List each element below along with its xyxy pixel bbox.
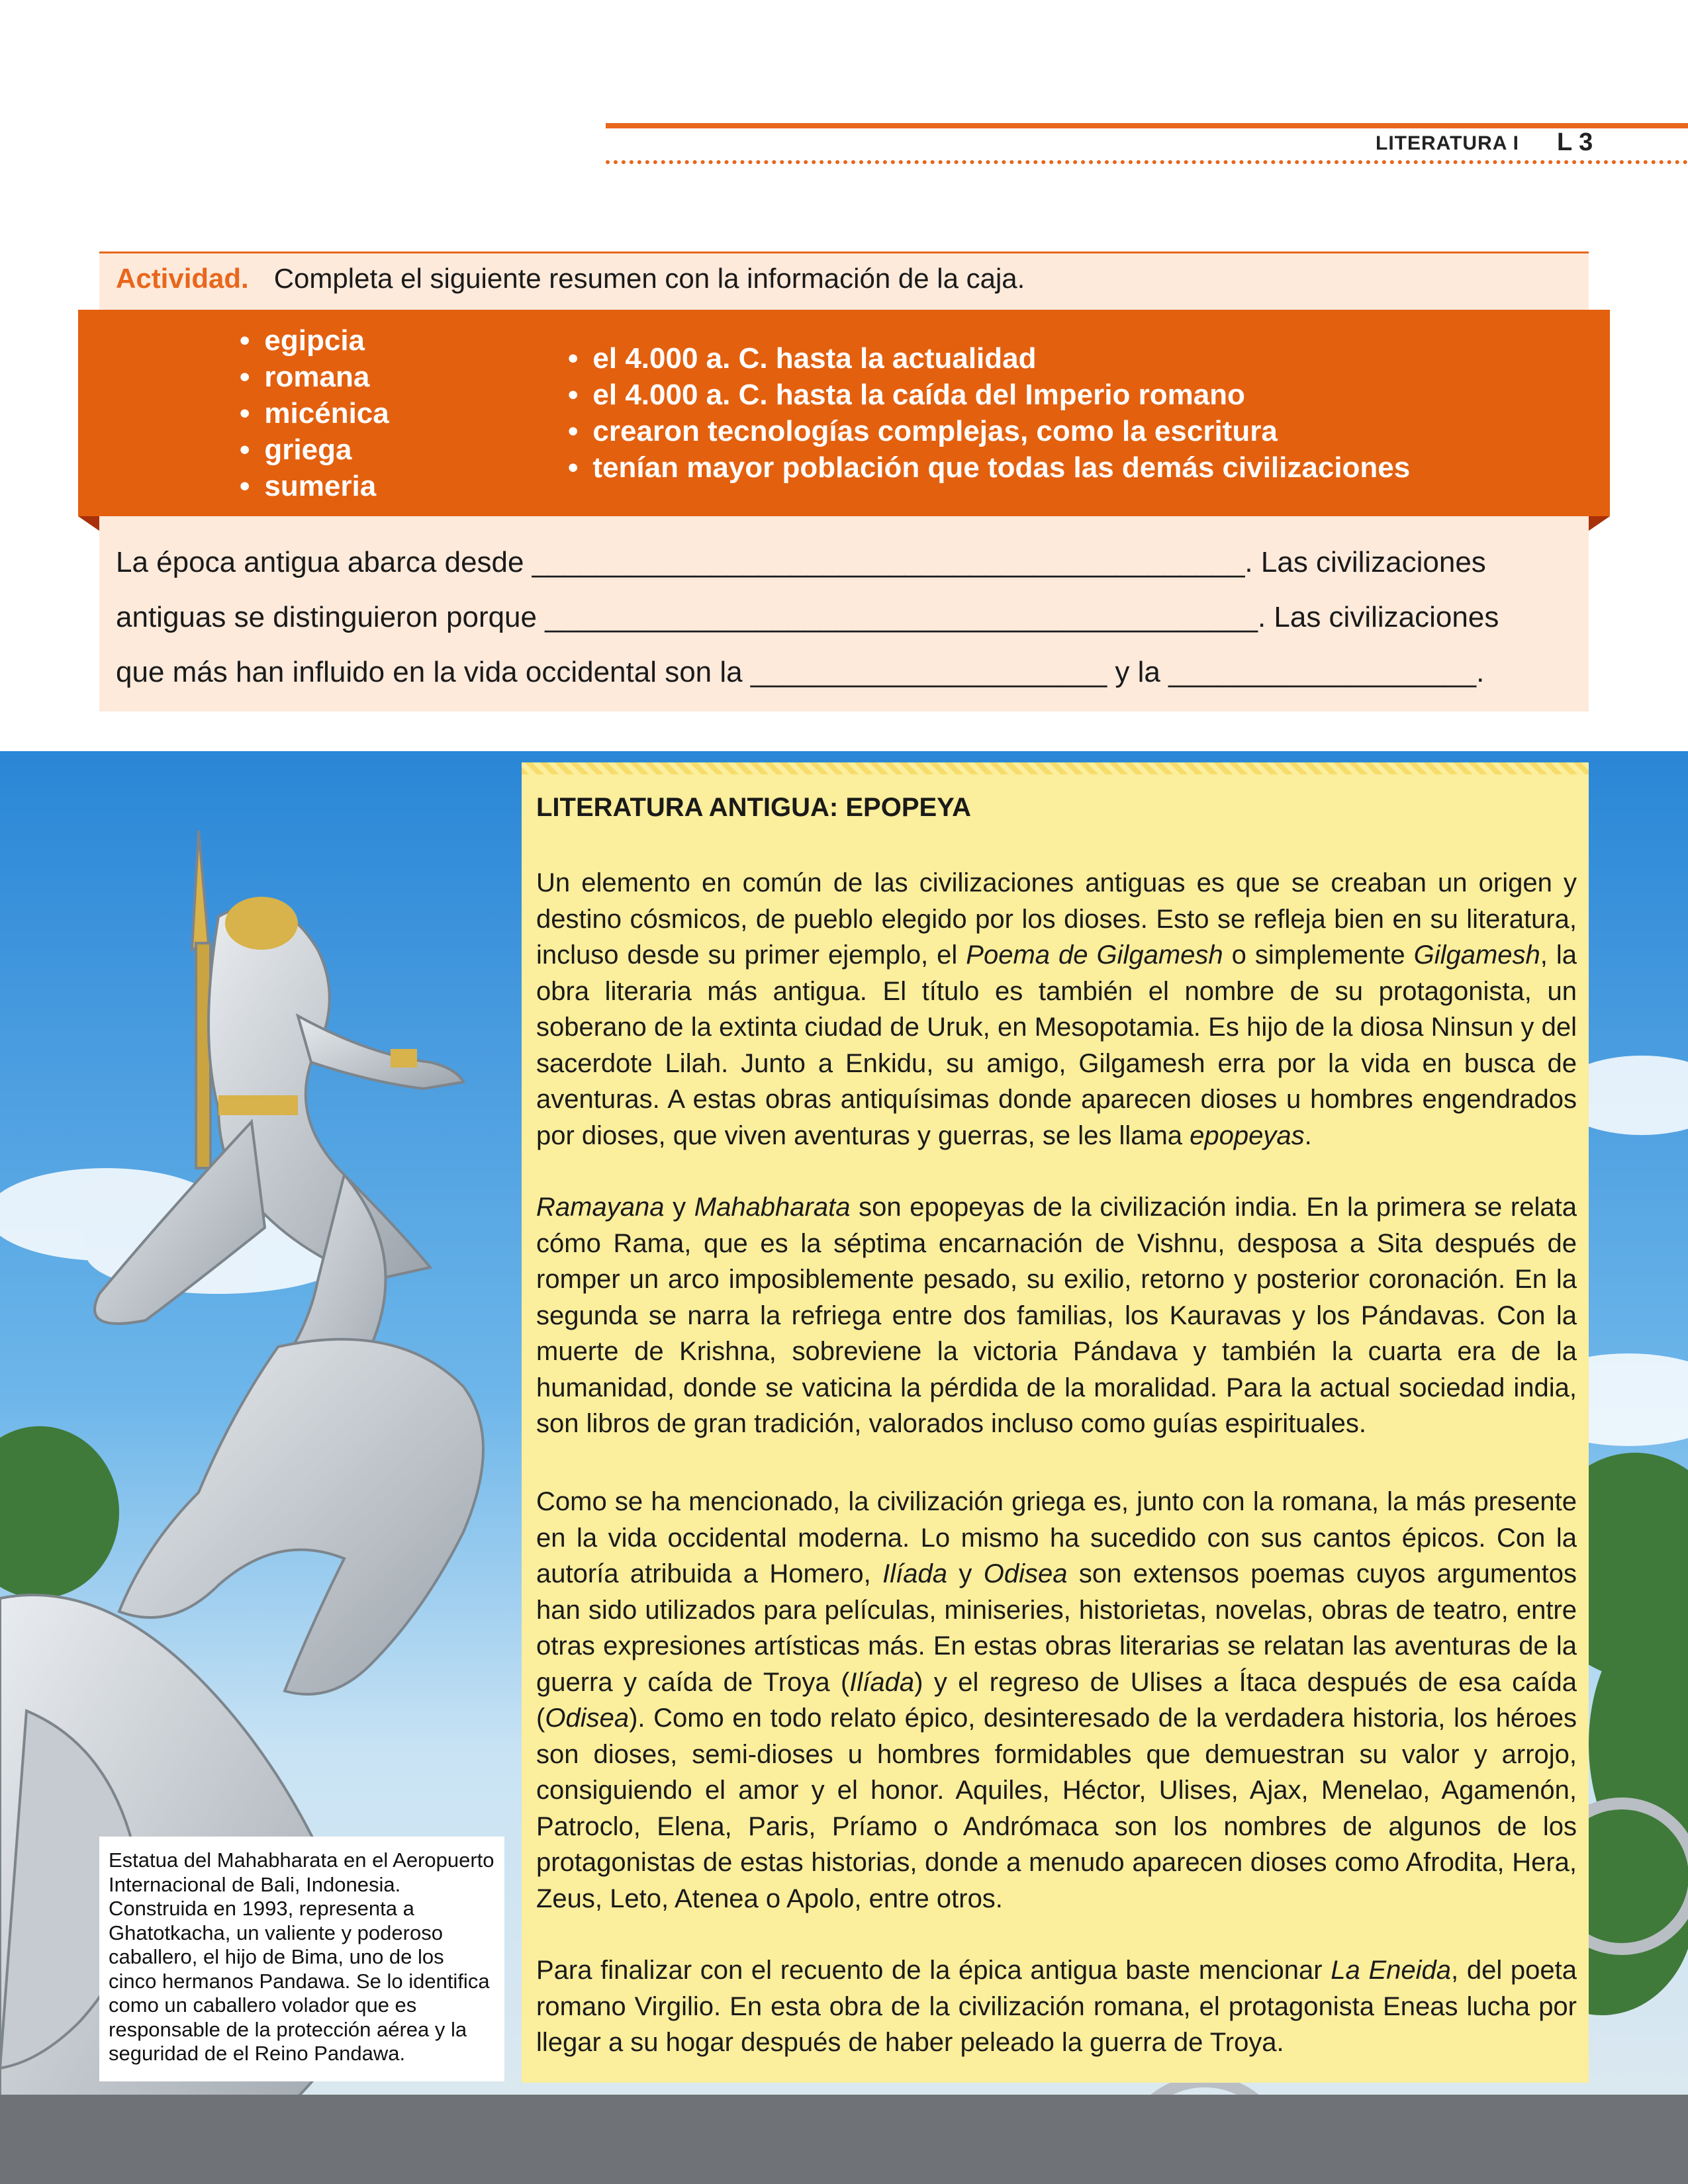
activity-heading — [116, 263, 1025, 295]
activity-instruction: Completa el siguiente resumen con la información de la caja. — [273, 263, 1025, 294]
option-item: • griega — [240, 432, 389, 468]
panel-hatched-border — [522, 762, 1589, 774]
page-number: L 3 — [1557, 128, 1593, 156]
band-fold-right — [1589, 516, 1610, 531]
civilization-options — [240, 322, 389, 504]
ground-stone — [0, 2095, 1688, 2184]
option-item: • tenían mayor población que todas las demás civilizaciones — [568, 449, 1410, 486]
fill-in-line[interactable]: La época antigua abarca desde ____________________________________________. Las civilizaciones — [116, 546, 1486, 578]
option-item: • romana — [240, 359, 389, 395]
option-item: • el 4.000 a. C. hasta la caída del Imperio romano — [568, 377, 1410, 413]
option-item: • egipcia — [240, 322, 389, 359]
paragraph-india: Ramayana y Mahabharata son epopeyas de la civilización india. En la primera se relata cómo Rama, que es la séptima encarnación de Vishnu, desposa a Sita después de romper un arco imposiblemente pesado, su exilio, retorno y posterior coronación. En la segunda se narra la refriega entre dos familias, los Kauravas y los Pándavas. Con la muerte de Krishna, sobreviene la victoria Pándava y también la cuarta era de la humanidad, donde se vaticina la pérdida de la moralidad. Para la actual sociedad india, son libros de gran tradición, valorados incluso como guías espirituales. — [536, 1193, 1577, 1438]
option-item: • crearon tecnologías complejas, como la escritura — [568, 413, 1410, 449]
caption-text: Estatua del Mahabharata en el Aeropuerto Internacional de Bali, Indonesia. Construida en 1993, representa a Ghatotkacha, un valiente y poderoso caballero, el hijo de Bima, uno de los cinco hermanos Pandawa. Se lo identifica como un caballero volador que es responsable de la protección aérea y la seguridad de el Reino Pandawa. — [109, 1848, 494, 2065]
activity-top-rule — [99, 251, 1589, 253]
band-fold-left — [78, 516, 99, 531]
paragraph-greece: Como se ha mencionado, la civilización griega es, junto con la romana, la más presente en la vida occidental moderna. Lo mismo ha sucedido con sus cantos épicos. Con la autoría atribuida a Homero, Ilíada y Odisea son extensos poemas cuyos argumentos han sido utilizados para películas, miniseries, historietas, novelas, obras de teatro, entre otras expresiones artísticas más. En estas obras literarias se relatan las aventuras de la guerra y caída de Troya (Ilíada) y el regreso de Ulises a Ítaca después de esa caída (Odisea). Como en todo relato épico, desinteresado de la verdadera historia, los héroes son dioses, semi-dioses u hombres formidables que demuestran su valor y arrojo, consiguiendo el amor y el honor. Aquiles, Héctor, Ulises, Ajax, Menelao, Agamenón, Patroclo, Elena, Paris, Príamo o Andrómaca son los nombres de algunos de los protagonistas de estas historias, donde a menudo aparecen dioses como Afrodita, Hera, Zeus, Leto, Atenea o Apolo, entre otros. — [536, 1487, 1577, 1913]
statement-options — [568, 340, 1410, 486]
reading-title: LITERATURA ANTIGUA: EPOPEYA — [536, 793, 972, 822]
option-item: • micénica — [240, 395, 389, 432]
option-item: • el 4.000 a. C. hasta la actualidad — [568, 340, 1410, 377]
header-dotted-rule — [606, 160, 1688, 164]
option-item: • sumeria — [240, 468, 389, 504]
fill-in-line[interactable]: antiguas se distinguieron porque ____________________________________________. Las civilizaciones — [116, 601, 1499, 633]
paragraph-gilgamesh: Un elemento en común de las civilizaciones antiguas es que se creaban un origen y destino cósmicos, de pueblo elegido por los dioses. Esto se refleja bien en su literatura, incluso desde su primer ejemplo, el Poema de Gilgamesh o simplemente Gilgamesh, la obra literaria más antigua. El título es también el nombre de su protagonista, un soberano de la extinta ciudad de Uruk, en Mesopotamia. Es hijo de la diosa Ninsun y del sacerdote Lilah. Junto a Enkidu, su amigo, Gilgamesh erra por la vida en busca de aventuras. A estas obras antiquísimas donde aparecen dioses u hombres engendrados por dioses, que viven aventuras y guerras, se les llama epopeyas. — [536, 868, 1577, 1150]
activity-label: Actividad. — [116, 263, 249, 294]
photo-caption — [99, 1837, 504, 2081]
fill-in-line[interactable]: que más han influido en la vida occidental son la ______________________ y la ___________________. — [116, 656, 1485, 688]
paragraph-rome: Para finalizar con el recuento de la épica antigua baste mencionar La Eneida, del poeta romano Virgilio. En esta obra de la civilización romana, el protagonista Eneas lucha por llegar a su hogar después de haber peleado la guerra de Troya. — [536, 1956, 1577, 2057]
section-label: LITERATURA I — [1376, 132, 1519, 154]
header-rule — [606, 123, 1688, 128]
